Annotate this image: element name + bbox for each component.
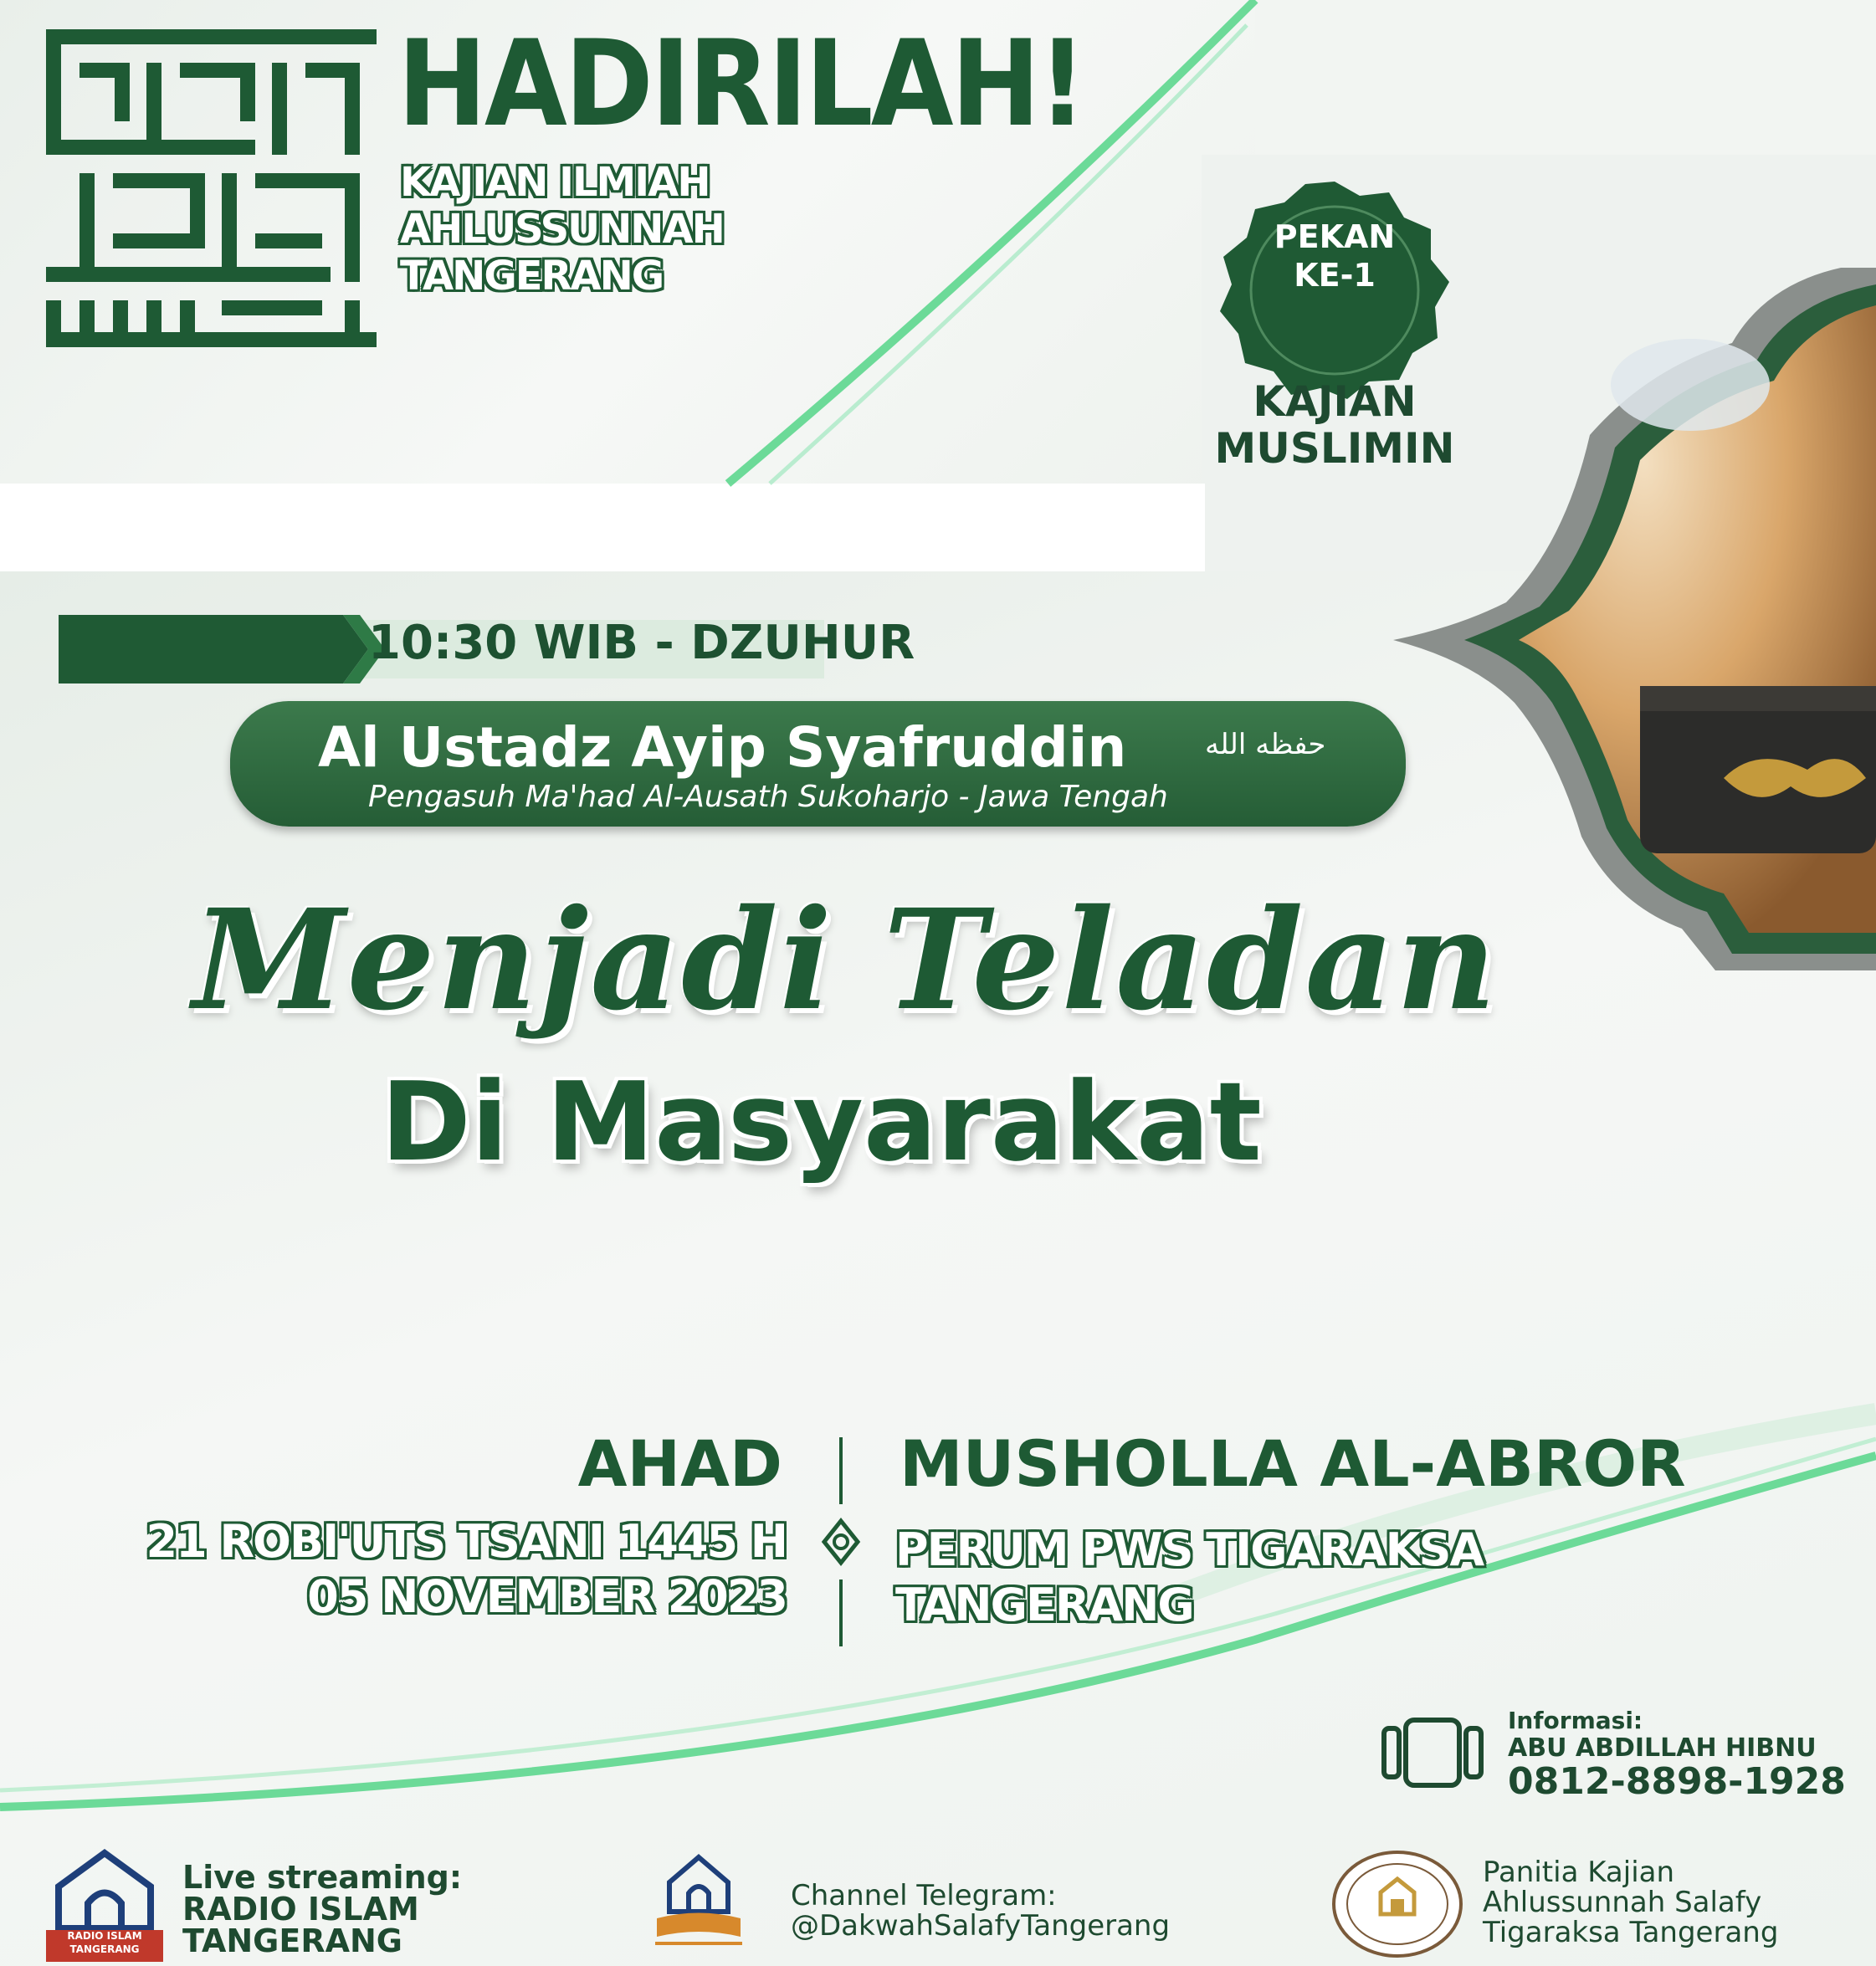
panitia-text <box>1483 1857 1778 1948</box>
event-day: AHAD <box>577 1426 782 1501</box>
header-line-3: TANGERANG <box>400 253 664 300</box>
hijri-date: 21 ROBI'UTS TSANI 1445 H <box>146 1515 787 1568</box>
panitia-line-3: Tigaraksa Tangerang <box>1483 1916 1779 1949</box>
info-label: Informasi: <box>1508 1707 1643 1734</box>
panitia-logo <box>1330 1849 1464 1959</box>
venue-name: MUSHOLLA AL-ABROR <box>900 1426 1686 1501</box>
info-name: ABU ABDILLAH HIBNU <box>1508 1733 1817 1763</box>
kufic-calligraphy-logo <box>46 29 377 347</box>
radio-logo-line-1: RADIO ISLAM <box>67 1930 142 1942</box>
header-line-1: KAJIAN ILMIAH <box>400 159 710 206</box>
divider-ornament <box>816 1437 866 1646</box>
venue-lines <box>895 1523 1483 1633</box>
telegram-line-2: @DakwahSalafyTangerang <box>791 1909 1171 1943</box>
time-label: 10:30 WIB - DZUHUR <box>368 616 915 670</box>
info-phone: 0812-8898-1928 <box>1508 1760 1846 1803</box>
radio-line-3: TANGERANG <box>182 1922 402 1959</box>
speaker-name: Al Ustadz Ayip Syafruddin <box>318 715 1127 780</box>
telegram-line-1: Channel Telegram: <box>791 1879 1057 1912</box>
panitia-line-1: Panitia Kajian <box>1483 1856 1675 1889</box>
radio-logo-line-2: TANGERANG <box>69 1943 140 1955</box>
venue-line-2: TANGERANG <box>895 1579 1193 1631</box>
header-line-2: AHLUSSUNNAH <box>400 206 724 253</box>
category-line-1: KAJIAN <box>1253 377 1417 426</box>
badge-line-1: PEKAN <box>1274 218 1396 255</box>
venue-line-1: PERUM PWS TIGARAKSA <box>895 1523 1484 1576</box>
category-line-2: MUSLIMIN <box>1214 424 1455 473</box>
badge-line-2: KE-1 <box>1294 257 1376 294</box>
phone-icon <box>1381 1715 1485 1790</box>
speaker-subtitle: Pengasuh Ma'had Al-Ausath Sukoharjo - Jawa Tengah <box>368 780 1168 814</box>
telegram-text <box>791 1881 1170 1941</box>
mosque-arch-frame <box>1372 268 1876 970</box>
radio-line-1: Live streaming: <box>182 1859 463 1896</box>
dakwah-logo <box>648 1853 749 1958</box>
header-lines <box>400 159 724 300</box>
panitia-line-2: Ahlussunnah Salafy <box>1483 1886 1762 1919</box>
headline: HADIRILAH! <box>397 15 1084 153</box>
gregorian-date: 05 NOVEMBER 2023 <box>307 1570 787 1623</box>
radio-logo-text <box>49 1929 161 1956</box>
event-title: Menjadi Teladan <box>192 878 1499 1041</box>
event-subtitle: Di Masyarakat <box>381 1058 1262 1185</box>
radio-line-2: RADIO ISLAM <box>182 1891 419 1928</box>
date-lines <box>0 1514 787 1625</box>
radio-text <box>182 1861 462 1957</box>
speaker-honorific: حفظه الله <box>1205 728 1326 761</box>
